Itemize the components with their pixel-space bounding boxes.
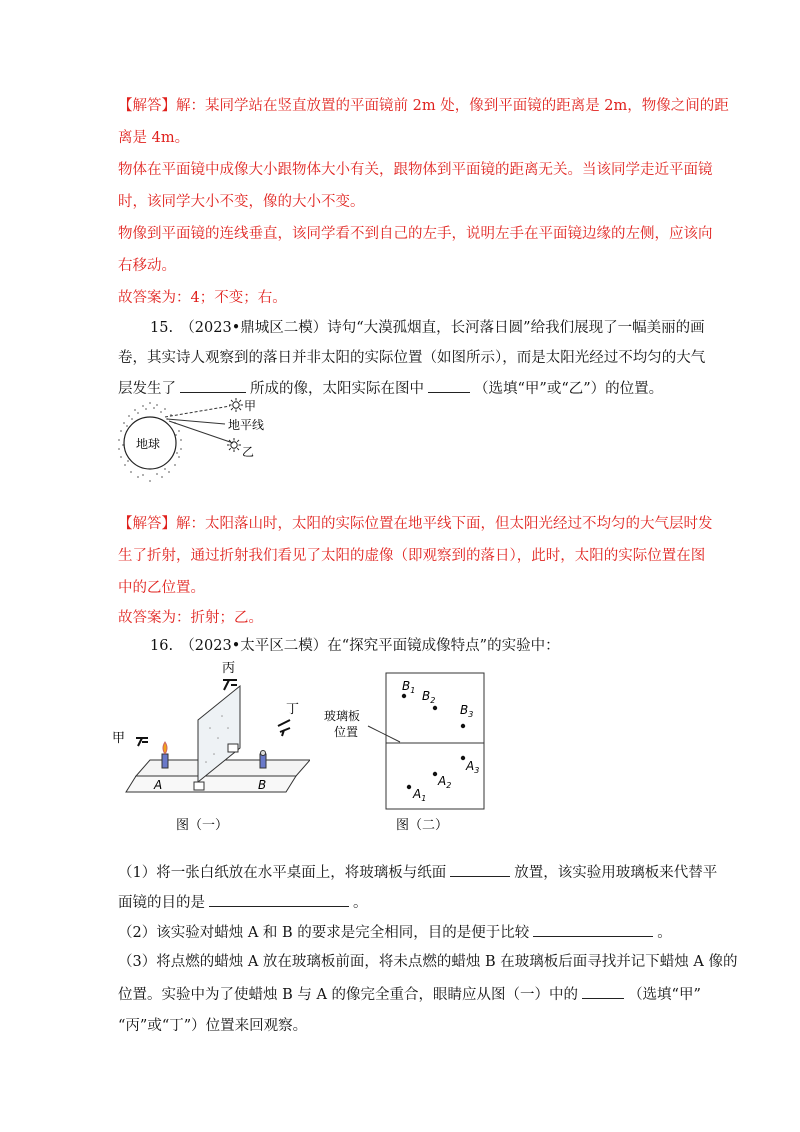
question-15-line-1: 15. （2023•鼎城区二模）诗句“大漠孤烟直，长河落日圆”给我们展现了一幅美丽的画 (150, 320, 705, 336)
label-a: A (154, 778, 163, 792)
answer-blank[interactable] (533, 922, 653, 937)
label-b: B (258, 778, 267, 792)
point-a2 (433, 772, 437, 776)
question-15-text-c: （选填“甲”或“乙”）的位置。 (474, 381, 664, 397)
point-b3 (461, 724, 465, 728)
sun-yi-label: 乙 (242, 445, 255, 459)
answer-14-line-2: 离是 4m。 (118, 130, 190, 146)
question-16-part-3-line-3: “丙”或“丁”）位置来回观察。 (118, 1018, 308, 1034)
candle-b (260, 754, 266, 768)
earth-sunset-figure (105, 395, 295, 495)
question-15-text-a: 层发生了 (118, 381, 176, 397)
label-b2: $B_2$ (422, 689, 436, 705)
answer-14-line-3: 物体在平面镜中成像大小跟物体大小有关，跟物体到平面镜的距离无关。当该同学走近平面镜 (118, 162, 713, 178)
answer-14-line-4: 时，该同学大小不变，像的大小不变。 (118, 194, 365, 210)
question-16-part-3-line-1: （3）将点燃的蜡烛 A 放在玻璃板前面，将未点燃的蜡烛 B 在玻璃板后面寻找并记下蜡烛 A 像的 (118, 954, 738, 970)
point-b2 (433, 706, 437, 710)
label-a2: $A_2$ (438, 774, 452, 790)
answer-blank[interactable] (180, 378, 246, 393)
position-jia-label: 甲 (112, 731, 126, 746)
position-ding-label: 丁 (286, 702, 300, 717)
sun-jia-label: 甲 (244, 399, 257, 413)
paper-outline (386, 673, 484, 809)
eye-ding-icon (278, 720, 290, 736)
candle-a-flame-icon (163, 742, 167, 754)
glass-base-back (228, 744, 238, 752)
question-15-text-b: 所成的像，太阳实际在图中 (250, 381, 424, 397)
figure-two-grid (320, 670, 495, 840)
point-b1 (402, 694, 406, 698)
answer-blank[interactable] (582, 984, 624, 999)
answer-15-line-1: 【解答】解：太阳落山时，太阳的实际位置在地平线下面，但太阳光经过不均匀的大气层时发 (118, 516, 713, 532)
answer-15-final: 故答案为：折射；乙。 (118, 610, 263, 626)
q16-p3-text-c: （选填“甲” (628, 987, 701, 1003)
apparent-ray-line (165, 406, 230, 417)
q16-p3-text-b: 位置。实验中为了使蜡烛 B 与 A 的像完全重合，眼睛应从图（一）中的 (118, 987, 579, 1003)
q16-p1-text-d: 。 (353, 895, 368, 911)
position-bing-label: 丙 (222, 661, 236, 676)
q16-p1-text-b: 放置，该实验用玻璃板来代替平 (514, 865, 718, 881)
glass-label-2: 位置 (334, 725, 359, 739)
sun-jia-icon (229, 398, 243, 412)
figure-one-apparatus (110, 658, 310, 838)
answer-14-line-6: 右移动。 (118, 258, 176, 274)
figure-two-caption: 图（二） (396, 818, 449, 833)
label-a3: $A_3$ (466, 759, 480, 775)
candle-b-wick (261, 751, 266, 756)
figure-one-caption: 图（一） (176, 818, 229, 833)
horizon-label: 地平线 (228, 418, 265, 432)
point-a1 (407, 785, 411, 789)
point-a3 (461, 756, 465, 760)
label-b3: $B_3$ (460, 703, 474, 719)
question-16-intro: 16. （2023•太平区二模）在“探究平面镜成像特点”的实验中： (150, 638, 560, 654)
earth-label: 地球 (136, 437, 161, 451)
glass-label-1: 玻璃板 (324, 709, 361, 723)
answer-blank[interactable] (450, 862, 510, 877)
paper-lower-strip (126, 776, 296, 792)
label-a1: $A_1$ (413, 787, 427, 803)
question-15-line-2: 卷，其实诗人观察到的落日并非太阳的实际位置（如图所示），而是太阳光经过不均匀的大气 (118, 350, 706, 366)
eye-bing-icon (223, 680, 237, 690)
question-16-part-1-line-2 (118, 892, 368, 913)
question-16-part-3-line-2 (118, 984, 701, 1005)
answer-blank[interactable] (209, 892, 349, 907)
answer-14-final: 故答案为：4；不变；右。 (118, 290, 287, 306)
sun-yi-icon (227, 438, 241, 452)
answer-15-line-3: 中的乙位置。 (118, 580, 205, 596)
q16-p2-text-b: 。 (657, 925, 672, 941)
label-b1: $B_1$ (402, 679, 416, 695)
q16-p1-text-c: 面镜的目的是 (118, 895, 205, 911)
eye-jia-icon (136, 738, 148, 746)
q16-p1-text-a: （1）将一张白纸放在水平桌面上，将玻璃板与纸面 (118, 865, 447, 881)
answer-blank[interactable] (428, 378, 470, 393)
question-16-part-2 (118, 922, 672, 943)
answer-15-line-2: 生了折射，通过折射我们看见了太阳的虚像（即观察到的落日），此时，太阳的实际位置在图 (118, 548, 706, 564)
question-16-part-1-line-1 (118, 862, 717, 883)
answer-14-line-5: 物像到平面镜的连线垂直，该同学看不到自己的左手，说明左手在平面镜边缘的左侧，应该向 (118, 226, 713, 242)
candle-a (162, 754, 168, 768)
q16-p2-text-a: （2）该实验对蜡烛 A 和 B 的要求是完全相同，目的是便于比较 (118, 925, 530, 941)
answer-14-line-1: 【解答】解：某同学站在竖直放置的平面镜前 2m 处，像到平面镜的距离是 2m，物像之间的距 (118, 98, 729, 114)
glass-base (194, 782, 204, 790)
